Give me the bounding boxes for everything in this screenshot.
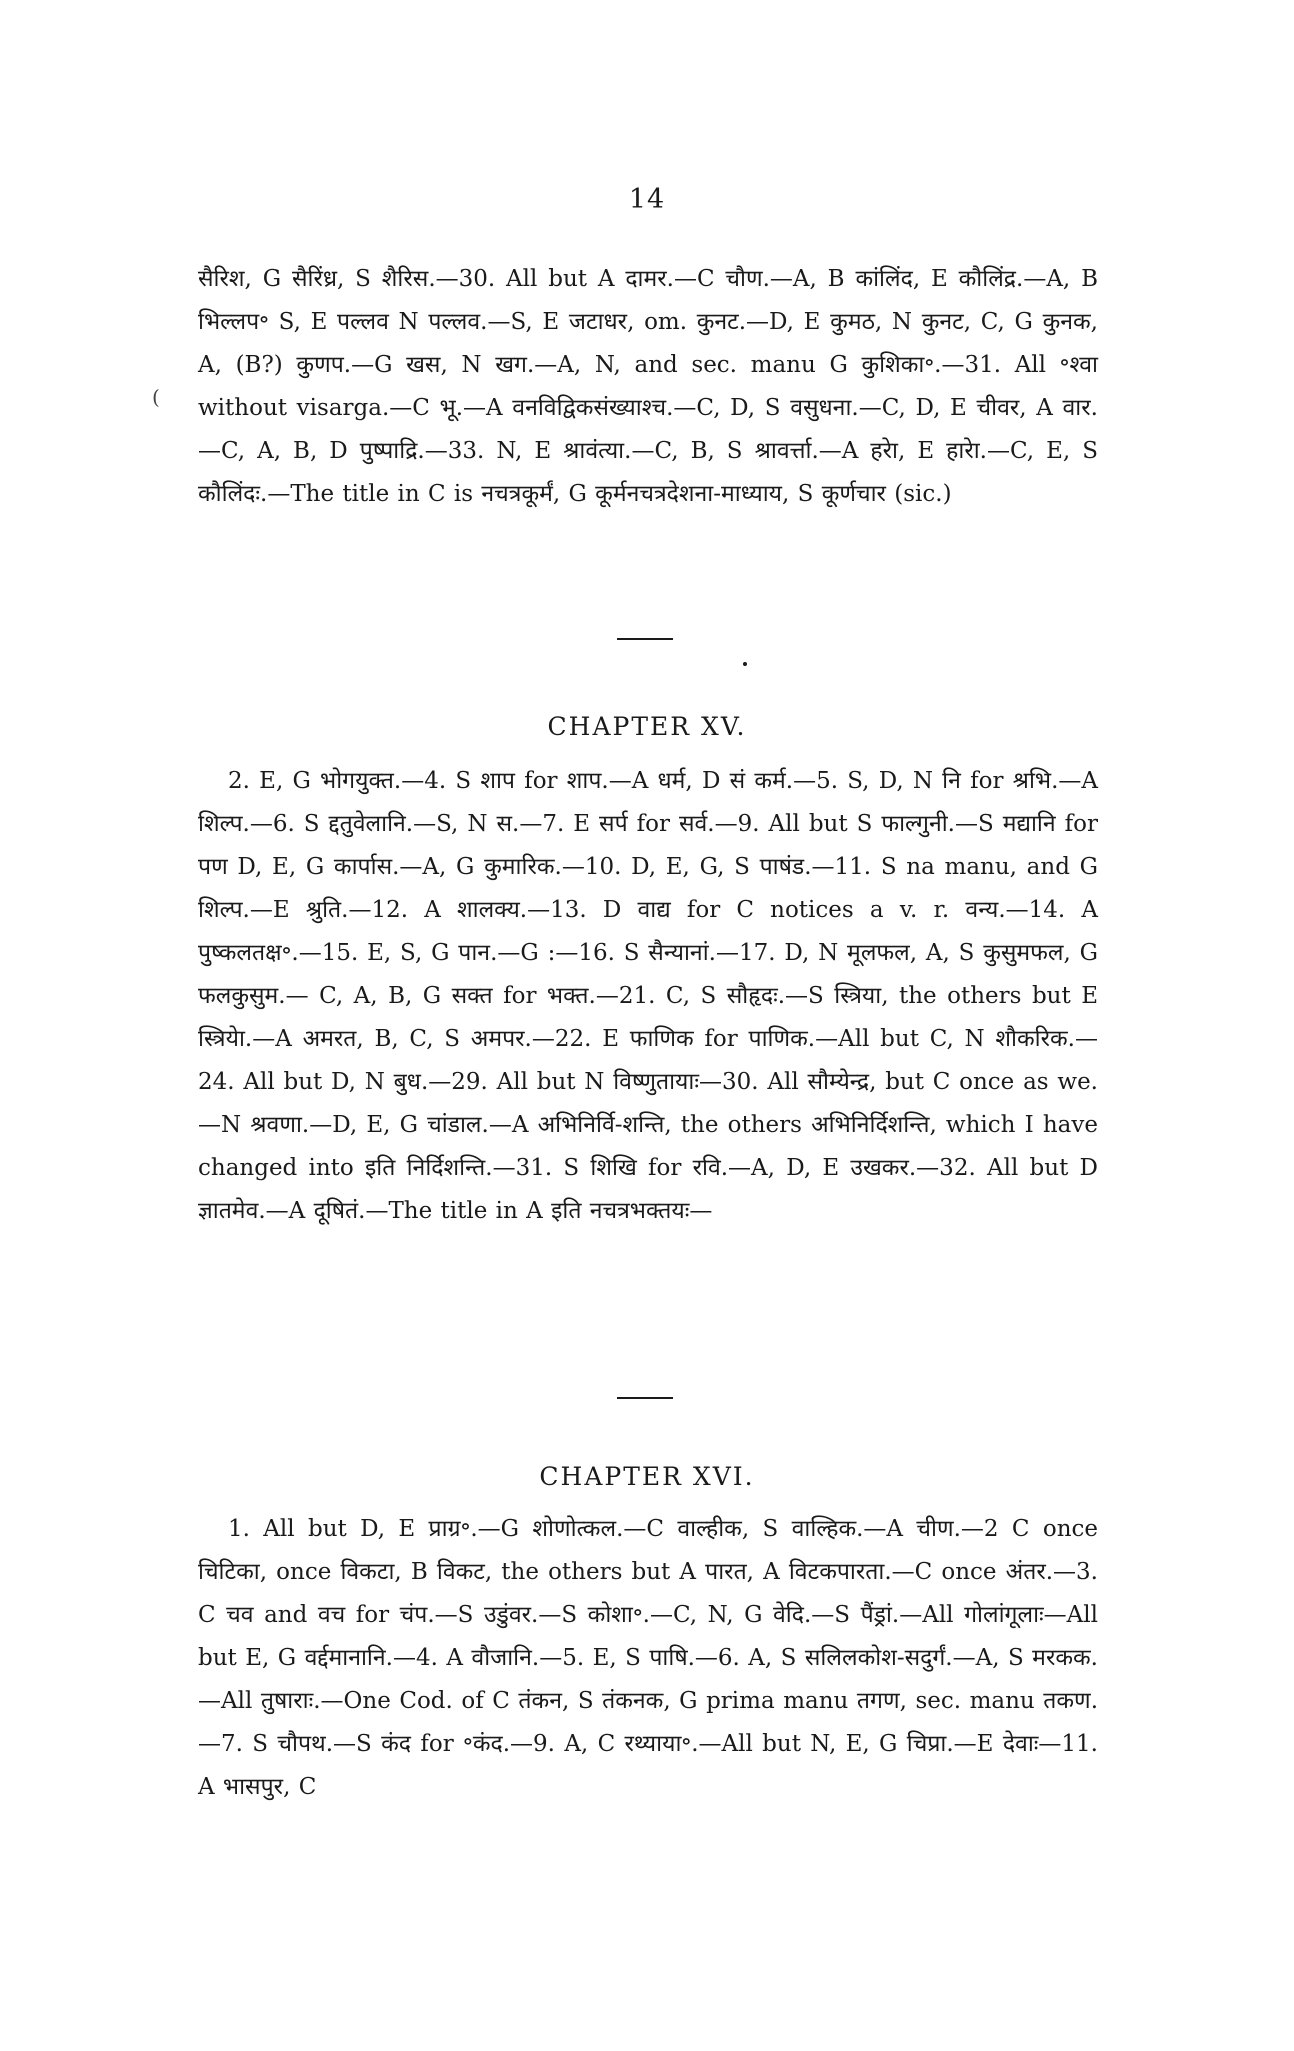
margin-mark: (	[152, 385, 160, 409]
notes-paragraph: 2. E, G भोगयुक्त.—4. S शाप for शाप.—A धर्म, D सं कर्म.—5. S, D, N नि for श्रभि.—A शिल्प.—6. S द्दतुवेलानि.—S, N स.—7. E सर्प for सर्व.—9. All but S फाल्गुनी.—S मद्यानि for पण D, E, G कार्पास.—A, G कुमारिक.—10. D, E, G, S पाषंड.—11. S na manu, and G शिल्प.—E श्रुति.—12. A शालक्य.—13. D वाद्य for C notices a v. r. वन्य.—14. A पुष्कलतक्ष॰.—15. E, S, G पान.—G :—16. S सैन्यानां.—17. D, N मूलफल, A, S कुसुमफल, G फलकुसुम.— C, A, B, G सक्त for भक्त.—21. C, S सौहृदः.—S स्त्रिया, the others but E स्त्रियेा.—A अमरत, B, C, S अमपर.—22. E फाणिक for पाणिक.—All but C, N शौकरिक.—24. All but D, N बुध.—29. All but N विष्णुतायाः—30. All सौम्येन्द्र, but C once as we.—N श्रवणा.—D, E, G चांडाल.—A अभिनिर्वि-शन्ति, the others अभिनिर्दिशन्ति, which I have changed into इति निर्दिशन्ति.—31. S शिखि for रवि.—A, D, E उखकर.—32. All but D ज्ञातमेव.—A दूषितं.—The title in A इति नचत्रभक्तयः—	[198, 768, 1098, 1224]
printer-mark	[743, 662, 747, 666]
chapter-heading: CHAPTER XVI.	[539, 1462, 755, 1491]
chapter-16-notes	[198, 1508, 1098, 1809]
chapter-heading: CHAPTER XV.	[547, 712, 747, 741]
page-number: 14	[628, 184, 666, 215]
chapter-15-notes	[198, 760, 1098, 1233]
notes-paragraph: 1. All but D, E प्राग्र॰.—G शोणोत्कल.—C वाल्हीक, S वाल्हिक.—A चीण.—2 C once चिटिका, once विकटा, B विकट, the others but A पारत, A विटकपारता.—C once अंतर.—3. C चव and वच for चंप.—S उडुंवर.—S कोशा॰.—C, N, G वेदि.—S पैंड्रां.—All गोलांगूलाः—All but E, G वर्द्दमानानि.—4. A वौजानि.—5. E, S पाषि.—6. A, S सलिलकोश-सदुर्गं.—A, S मरकक.—All तुषाराः.—One Cod. of C तंकन, S तंकनक, G prima manu तगण, sec. manu तकण.—7. S चौपथ.—S कंद for ॰कंद.—9. A, C रथ्याया॰.—All but N, E, G चिप्रा.—E देवाः—11. A भासपुर, C	[198, 1516, 1098, 1800]
chapter-14-notes	[198, 258, 1098, 516]
notes-paragraph: सैरिश, G सैरिंध्र, S शैरिस.—30. All but A दामर.—C चौण.—A, B कांलिंद, E कौलिंद्र.—A, B भिल्लप॰ S, E पल्लव N पल्लव.—S, E जटाधर, om. कुनट.—D, E कुमठ, N कुनट, C, G कुनक, A, (B?) कुणप.—G खस, N खग.—A, N, and sec. manu G कुशिका॰.—31. All ॰श्वा without visarga.—C भू.—A वनविद्विकसंख्याश्च.—C, D, S वसुधना.—C, D, E चीवर, A वार.—C, A, B, D पुष्पाद्रि.—33. N, E श्रावंत्या.—C, B, S श्रावर्त्ता.—A हरेा, E हारेा.—C, E, S कौलिंदः.—The title in C is नचत्रकूर्मं, G कूर्मनचत्रदेशना-माध्याय, S कूर्णचार (sic.)	[198, 266, 1098, 507]
section-divider	[617, 1397, 673, 1399]
section-divider	[617, 638, 673, 640]
